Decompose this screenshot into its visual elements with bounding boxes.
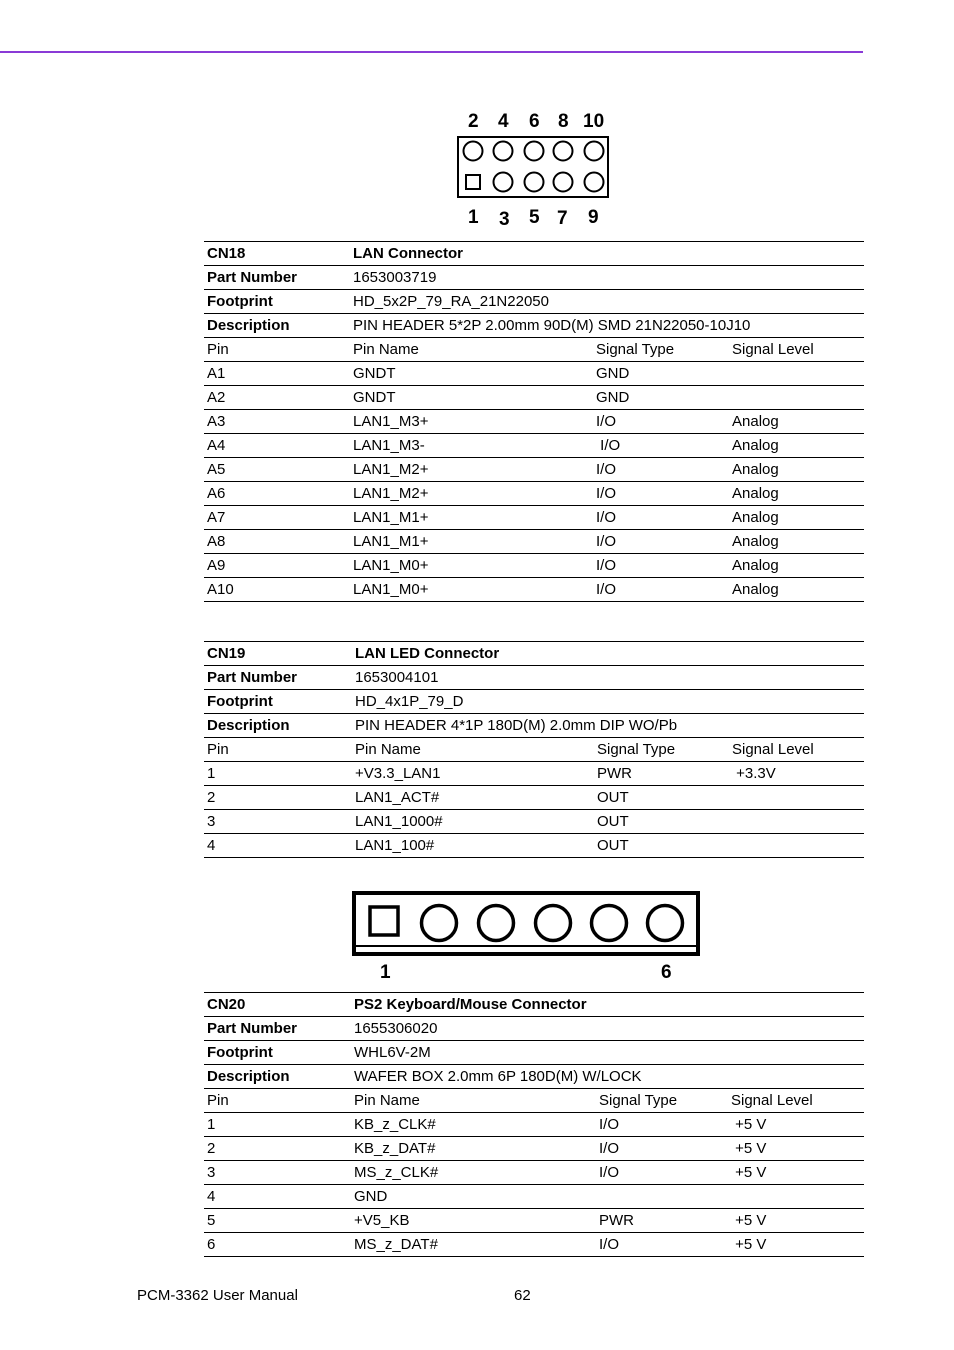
table-row [204,458,864,482]
table-row [204,1113,864,1137]
spec-row [204,1041,864,1065]
spec-value: 1653004101 [352,666,864,690]
table-cell: A7 [204,506,350,530]
table-cell: +5 V [728,1209,864,1233]
table-cell: I/O [593,410,729,434]
table-cell: A1 [204,362,350,386]
table-cell: LAN1_ACT# [352,786,594,810]
spec-row [204,642,864,666]
table-row [204,434,864,458]
cn18-pin-label: 4 [498,111,509,132]
table-cell: Analog [729,458,864,482]
column-header: Signal Level [729,738,864,762]
table-cell: Analog [729,482,864,506]
table-cell: I/O [593,578,729,602]
table-cell: +5 V [728,1161,864,1185]
table-cell: OUT [594,834,729,858]
table-row [204,1137,864,1161]
column-header: Signal Type [596,1089,728,1113]
spec-row [204,242,864,266]
table-row [204,786,864,810]
table-cell: GND [593,362,729,386]
cn20-pin-label: 6 [661,962,672,983]
table-cell: A2 [204,386,350,410]
table-cell: +5 V [728,1233,864,1257]
table-cell: LAN1_100# [352,834,594,858]
table-cell: Analog [729,578,864,602]
footer-manual-title: PCM-3362 User Manual [137,1287,298,1304]
column-header: Signal Type [594,738,729,762]
table-row [204,1209,864,1233]
table-cell: 4 [204,834,352,858]
table-row [204,578,864,602]
table-cell: +V3.3_LAN1 [352,762,594,786]
spec-label: Part Number [204,266,350,290]
table-cell: Analog [729,434,864,458]
table-cell: A3 [204,410,350,434]
cn19-table [204,641,864,858]
table-cell: I/O [593,458,729,482]
table-row [204,1233,864,1257]
table-cell: GND [593,386,729,410]
column-header: Pin Name [351,1089,596,1113]
table-row [204,410,864,434]
cn18-pin-label: 1 [468,207,479,228]
column-header: Pin Name [352,738,594,762]
table-cell: 2 [204,1137,351,1161]
table-cell: OUT [594,810,729,834]
table-cell: I/O [596,1161,728,1185]
table-cell: 3 [204,1161,351,1185]
table-cell: 6 [204,1233,351,1257]
spec-label: Part Number [204,666,352,690]
column-header: Pin [204,1089,351,1113]
column-header-row [204,738,864,762]
spec-row [204,1065,864,1089]
table-row [204,482,864,506]
header-rule [0,51,863,53]
column-header: Signal Type [593,338,729,362]
spec-label: CN19 [204,642,352,666]
table-row [204,762,864,786]
column-header-row [204,1089,864,1113]
spec-value: PIN HEADER 5*2P 2.00mm 90D(M) SMD 21N22050-10J10 [350,314,864,338]
table-cell: LAN1_M0+ [350,578,593,602]
table-cell: 3 [204,810,352,834]
table-cell: I/O [593,482,729,506]
table-cell [596,1185,728,1209]
spec-row [204,314,864,338]
table-cell: I/O [596,1233,728,1257]
spec-label: Footprint [204,1041,351,1065]
table-cell: 5 [204,1209,351,1233]
table-cell [729,362,864,386]
table-cell: 2 [204,786,352,810]
column-header-row [204,338,864,362]
table-cell: 1 [204,1113,351,1137]
table-row [204,554,864,578]
spec-row [204,714,864,738]
cn20-wafer-outline [350,890,702,958]
table-cell: LAN1_M0+ [350,554,593,578]
spec-value: HD_5x2P_79_RA_21N22050 [350,290,864,314]
table-cell: GNDT [350,362,593,386]
spec-label: CN18 [204,242,350,266]
table-cell: 4 [204,1185,351,1209]
table-cell: +3.3V [729,762,864,786]
table-cell: Analog [729,506,864,530]
column-header: Pin Name [350,338,593,362]
table-cell: LAN1_M2+ [350,458,593,482]
cn18-header-outline [455,135,615,199]
table-cell: OUT [594,786,729,810]
table-cell: A4 [204,434,350,458]
cn18-pin-label: 6 [529,111,540,132]
table-cell: LAN1_M1+ [350,506,593,530]
table-cell: LAN1_M3- [350,434,593,458]
table-cell: +5 V [728,1113,864,1137]
spec-value: 1653003719 [350,266,864,290]
table-cell: +5 V [728,1137,864,1161]
table-cell [729,834,864,858]
spec-label: Part Number [204,1017,351,1041]
footer-page-number: 62 [514,1287,531,1304]
table-cell [729,386,864,410]
table-cell [729,786,864,810]
table-cell: 1 [204,762,352,786]
table-cell: A10 [204,578,350,602]
cn18-pin-label: 2 [468,111,479,132]
table-cell: I/O [596,1137,728,1161]
table-cell: I/O [596,1113,728,1137]
table-row [204,362,864,386]
table-cell: I/O [593,506,729,530]
column-header: Pin [204,338,350,362]
spec-label: Footprint [204,290,350,314]
cn18-pin-label: 8 [558,111,569,132]
spec-row [204,993,864,1017]
table-cell: LAN1_M1+ [350,530,593,554]
table-cell: I/O [593,554,729,578]
table-cell: A9 [204,554,350,578]
spec-row [204,666,864,690]
table-cell [728,1185,864,1209]
cn18-pin-label: 5 [529,207,540,228]
cn20-table [204,992,864,1257]
column-header: Signal Level [728,1089,864,1113]
spec-value: PIN HEADER 4*1P 180D(M) 2.0mm DIP WO/Pb [352,714,864,738]
table-cell: LAN1_1000# [352,810,594,834]
cn20-pin-label: 1 [380,962,391,983]
table-cell: Analog [729,410,864,434]
table-cell: PWR [594,762,729,786]
table-cell: GNDT [350,386,593,410]
table-cell: LAN1_M3+ [350,410,593,434]
table-cell: KB_z_CLK# [351,1113,596,1137]
table-cell: A8 [204,530,350,554]
table-row [204,506,864,530]
cn18-pin-label: 10 [583,111,605,132]
table-cell: I/O [593,530,729,554]
table-row [204,834,864,858]
spec-value: 1655306020 [351,1017,864,1041]
table-cell: KB_z_DAT# [351,1137,596,1161]
table-row [204,1161,864,1185]
spec-row [204,290,864,314]
table-cell: PWR [596,1209,728,1233]
spec-row [204,1017,864,1041]
table-cell: A6 [204,482,350,506]
table-cell: I/O [593,434,729,458]
table-cell: Analog [729,554,864,578]
spec-value: HD_4x1P_79_D [352,690,864,714]
spec-label: CN20 [204,993,351,1017]
spec-row [204,266,864,290]
spec-label: Description [204,714,352,738]
table-cell [729,810,864,834]
spec-value: PS2 Keyboard/Mouse Connector [351,993,864,1017]
cn18-pin-label: 3 [499,209,510,230]
column-header: Signal Level [729,338,864,362]
spec-row [204,690,864,714]
spec-value: WAFER BOX 2.0mm 6P 180D(M) W/LOCK [351,1065,864,1089]
spec-value: WHL6V-2M [351,1041,864,1065]
table-row [204,810,864,834]
table-cell: +V5_KB [351,1209,596,1233]
spec-value: LAN LED Connector [352,642,864,666]
spec-label: Description [204,1065,351,1089]
table-cell: MS_z_CLK# [351,1161,596,1185]
table-row [204,530,864,554]
table-row [204,1185,864,1209]
cn18-pin-label: 9 [588,207,599,228]
spec-value: LAN Connector [350,242,864,266]
table-cell: LAN1_M2+ [350,482,593,506]
cn18-pin-diagram [455,108,615,230]
table-cell: GND [351,1185,596,1209]
cn18-pin-label: 7 [557,208,568,229]
table-cell: A5 [204,458,350,482]
table-cell: MS_z_DAT# [351,1233,596,1257]
cn20-connector-diagram [350,890,702,986]
spec-label: Footprint [204,690,352,714]
table-row [204,386,864,410]
cn18-table [204,241,864,602]
spec-label: Description [204,314,350,338]
table-cell: Analog [729,530,864,554]
column-header: Pin [204,738,352,762]
